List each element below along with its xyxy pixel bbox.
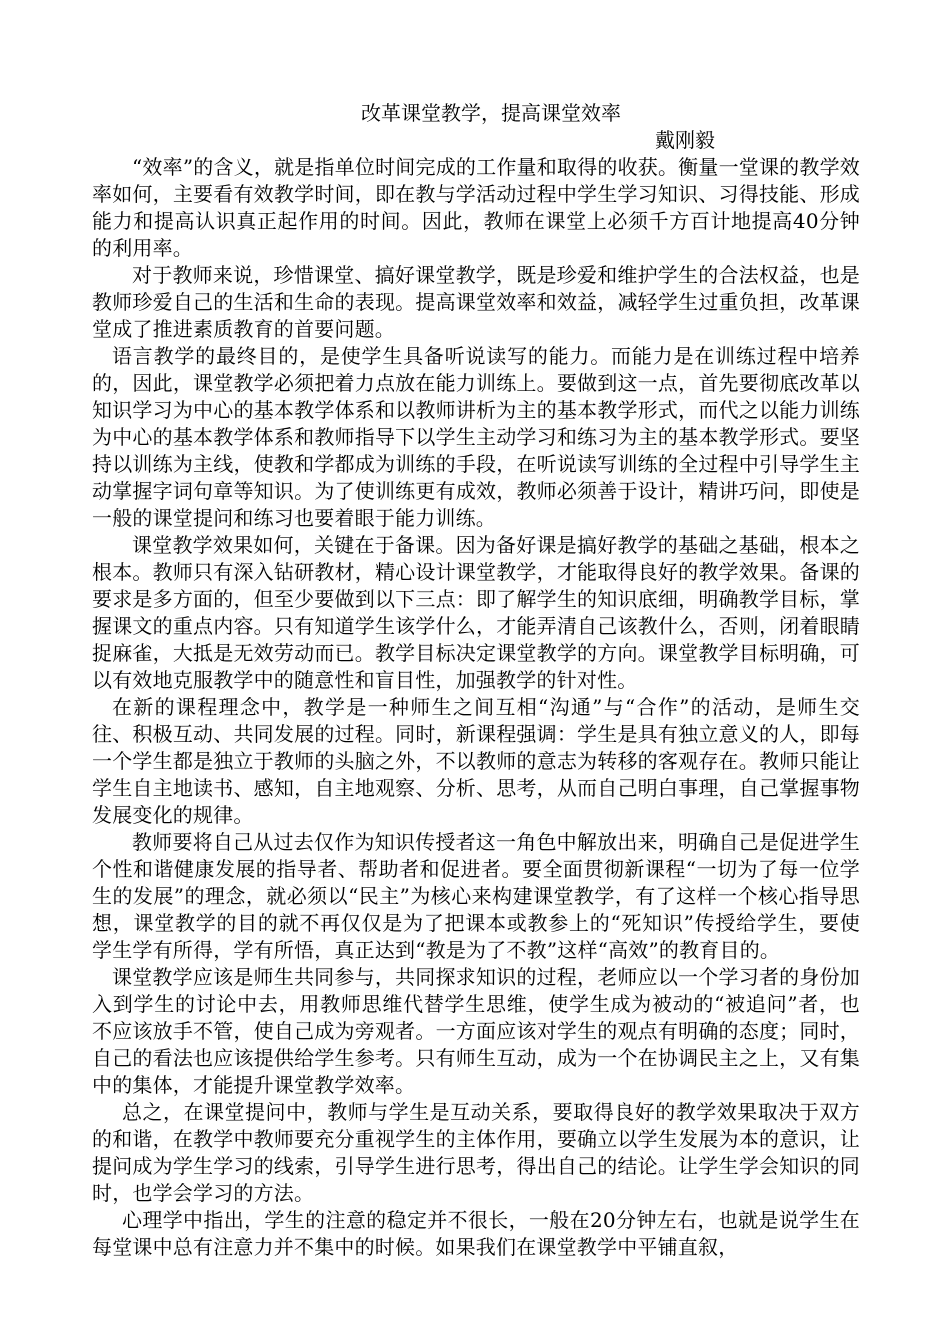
- document-author: 戴刚毅: [655, 128, 715, 152]
- paragraph-7: 课堂教学应该是师生共同参与，共同探求知识的过程，老师应以一个学习者的身份加入到学生的讨论中去，用教师思维代替学生思维，使学生成为被动的“被追问”者，也不应该放手不管，使自己成为旁观者。一方面应该对学生的观点有明确的态度；同时，自己的看法也应该提供给学生参考。只有师生互动，成为一个在协调民主之上，又有集中的集体，才能提升课堂教学效率。: [92, 965, 860, 1097]
- paragraph-8: 总之，在课堂提问中，教师与学生是互动关系，要取得良好的教学效果取决于双方的和谐，在教学中教师要充分重视学生的主体作用，要确立以学生发展为本的意识，让提问成为学生学习的线索，引导学生进行思考，得出自己的结论。让学生学会知识的同时，也学会学习的方法。: [92, 1100, 860, 1205]
- paragraph-1: “效率”的含义，就是指单位时间完成的工作量和取得的收获。衡量一堂课的教学效率如何，主要看有效教学时间，即在教与学活动过程中学生学习知识、习得技能、形成能力和提高认识真正起作用的时间。因此，教师在课堂上必须千方百计地提高40分钟的利用率。: [92, 155, 860, 260]
- paragraph-5: 在新的课程理念中，教学是一种师生之间互相“沟通”与“合作”的活动，是师生交往、积极互动、共同发展的过程。同时，新课程强调：学生是具有独立意义的人，即每一个学生都是独立于教师的头脑之外，不以教师的意志为转移的客观存在。教师只能让学生自主地读书、感知，自主地观察、分析、思考，从而自己明白事理，自己掌握事物发展变化的规律。: [92, 695, 860, 827]
- paragraph-9: 心理学中指出，学生的注意的稳定并不很长，一般在20分钟左右，也就是说学生在每堂课中总有注意力并不集中的时候。如果我们在课堂教学中平铺直叙，: [92, 1208, 860, 1259]
- document-title: 改革课堂教学，提高课堂效率: [361, 101, 621, 125]
- paragraph-4: 课堂教学效果如何，关键在于备课。因为备好课是搞好教学的基础之基础，根本之根本。教师只有深入钻研教材，精心设计课堂教学，才能取得良好的教学效果。备课的要求是多方面的，但至少要做到以下三点：即了解学生的知识底细，明确教学目标，掌握课文的重点内容。只有知道学生该学什么，才能弄清自己该教什么，否则，闭着眼睛捉麻雀，大抵是无效劳动而已。教学目标决定课堂教学的方向。课堂教学目标明确，可以有效地克服教学中的随意性和盲目性，加强教学的针对性。: [92, 533, 860, 692]
- paragraph-3: 语言教学的最终目的，是使学生具备听说读写的能力。而能力是在训练过程中培养的，因此，课堂教学必须把着力点放在能力训练上。要做到这一点，首先要彻底改革以知识学习为中心的基本教学体系和以教师讲析为主的基本教学形式，而代之以能力训练为中心的基本教学体系和教师指导下以学生主动学习和练习为主的基本教学形式。要坚持以训练为主线，使教和学都成为训练的手段，在听说读写训练的全过程中引导学生主动掌握字词句章等知识。为了使训练更有成效，教师必须善于设计，精讲巧问，即使是一般的课堂提问和练习也要着眼于能力训练。: [92, 344, 860, 530]
- paragraph-2: 对于教师来说，珍惜课堂、搞好课堂教学，既是珍爱和维护学生的合法权益，也是教师珍爱自己的生活和生命的表现。提高课堂效率和效益，减轻学生过重负担，改革课堂成了推进素质教育的首要问题。: [92, 263, 860, 341]
- paragraph-6: 教师要将自己从过去仅作为知识传授者这一角色中解放出来，明确自己是促进学生个性和谐健康发展的指导者、帮助者和促进者。要全面贯彻新课程“一切为了每一位学生的发展”的理念，就必须以“民主”为核心来构建课堂教学，有了这样一个核心指导思想，课堂教学的目的就不再仅仅是为了把课本或教参上的“死知识”传授给学生，要使学生学有所得，学有所悟，真正达到“教是为了不教”这样“高效”的教育目的。: [92, 830, 860, 962]
- document-page: [92, 100, 860, 1261]
